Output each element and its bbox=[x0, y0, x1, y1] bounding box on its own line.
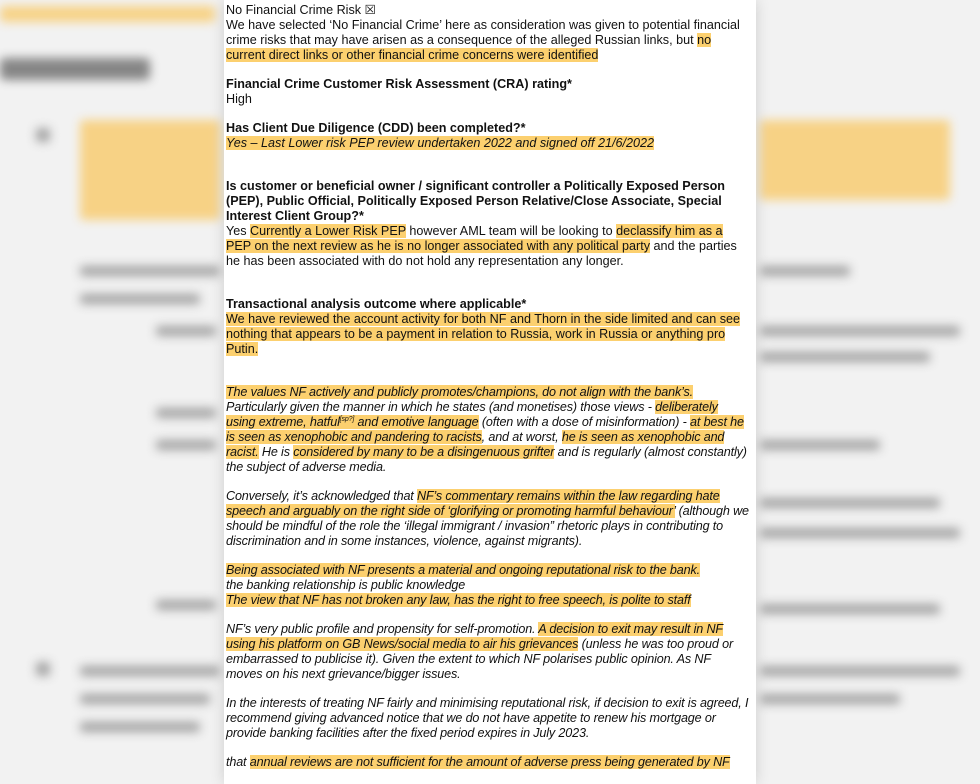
profile-text-1: NF’s very public profile and propensity for self-promotion. bbox=[226, 622, 539, 636]
values-sup: [sp?] bbox=[339, 415, 355, 423]
risk-title: No Financial Crime Risk bbox=[226, 3, 362, 17]
cdd-question: Has Client Due Diligence (CDD) been completed?* bbox=[226, 121, 526, 135]
cdd-answer-detail: – Last Lower risk PEP review undertaken 2022 and signed off 21/6/2022 bbox=[247, 136, 655, 150]
values-text-1: Particularly given the manner in which he states (and monetises) those views - bbox=[226, 400, 656, 414]
pep-text-2: and the parties he has been associated with do not hold any representation any longer. bbox=[226, 239, 737, 268]
risk-checkbox: ☒ bbox=[364, 3, 376, 17]
values-paragraph bbox=[226, 385, 750, 475]
pep-highlight-1: Currently a Lower Risk PEP bbox=[250, 224, 406, 238]
cra-question: Financial Crime Customer Risk Assessment (CRA) rating* bbox=[226, 77, 572, 91]
transactional-answer bbox=[226, 312, 750, 357]
annual-paragraph bbox=[226, 755, 750, 770]
profile-paragraph bbox=[226, 622, 750, 682]
profile-text-2: (unless he was too proud or embarrassed to publicise it). Given the extent to which NF polarises public opinion. As NF moves on his next grievance/bigger issues. bbox=[226, 637, 733, 681]
values-highlight-6: considered by many to be a disingenuous grifter bbox=[293, 445, 555, 459]
document-content bbox=[226, 3, 750, 770]
cdd-answer-yes: Yes bbox=[226, 136, 248, 150]
conversely-highlight: NF’s commentary remains within the law regarding hate speech and arguably on the right side of ‘glorifying or promoting harmful behaviour’ bbox=[226, 489, 720, 518]
annual-text: that bbox=[226, 755, 250, 769]
risk-body-text: We have selected ‘No Financial Crime’ here as consideration was given to potential financial crime risks that may have arisen as a consequence of the alleged Russian links, but bbox=[226, 18, 740, 47]
conversely-text-1: Conversely, it’s acknowledged that bbox=[226, 489, 417, 503]
cdd-answer bbox=[226, 136, 750, 151]
pep-answer-yes: Yes bbox=[226, 224, 251, 238]
pep-answer bbox=[226, 224, 750, 269]
associated-paragraph bbox=[226, 563, 750, 608]
values-text-2: (often with a dose of misinformation) - bbox=[478, 415, 691, 429]
pep-text-1: however AML team will be looking to bbox=[405, 224, 617, 238]
values-text-3: , and at worst, bbox=[481, 430, 562, 444]
pep-question: Is customer or beneficial owner / significant controller a Politically Exposed Person (PEP), Public Official, Politically Exposed Person Relative/Close Associate, Special Interest Client Group?* bbox=[226, 179, 725, 223]
values-highlight-1: The values NF actively and publicly promotes/champions, do not align with the bank’s. bbox=[226, 385, 694, 399]
associated-text-1: the banking relationship is public knowledge bbox=[226, 578, 466, 592]
values-highlight-4: at best he is seen as xenophobic and pandering to racists bbox=[226, 415, 744, 444]
values-highlight-2: deliberately using extreme, hatful bbox=[226, 400, 718, 429]
risk-body-highlight: no current direct links or other financial crime concerns were identified bbox=[226, 33, 712, 62]
transactional-highlight: We have reviewed the account activity for both NF and Thorn in the side limited and can see nothing that appears to be a payment in relation to Russia, work in Russia or anything pro Putin. bbox=[226, 312, 741, 356]
profile-highlight: A decision to exit may result in NF using his platform on GB News/social media to air his grievances bbox=[226, 622, 723, 651]
conversely-paragraph bbox=[226, 489, 750, 549]
conversely-text-2: (although we should be mindful of the role the ‘illegal immigrant / invasion” rhetoric plays in contributing to discrimination and in some instances, violence, against migrants). bbox=[226, 504, 749, 548]
values-highlight-3: and emotive language bbox=[354, 415, 479, 429]
associated-highlight-2: The view that NF has not broken any law, has the right to free speech, is polite to staff bbox=[226, 593, 691, 607]
transactional-question: Transactional analysis outcome where applicable* bbox=[226, 297, 527, 311]
pep-highlight-2: declassify him as a PEP on the next review as he is no longer associated with any political party bbox=[226, 224, 723, 253]
risk-heading bbox=[226, 3, 750, 18]
values-text-5: and is regularly (almost constantly) the subject of adverse media. bbox=[226, 445, 747, 474]
values-highlight-5: he is seen as xenophobic and racist. bbox=[226, 430, 725, 459]
annual-highlight: annual reviews are not sufficient for the amount of adverse press being generated by NF bbox=[249, 755, 730, 769]
associated-highlight-1: Being associated with NF presents a material and ongoing reputational risk to the bank. bbox=[226, 563, 700, 577]
document-page bbox=[224, 0, 756, 784]
interests-paragraph: In the interests of treating NF fairly and minimising reputational risk, if decision to exit is agreed, I recommend giving advanced notice that we do not have appetite to renew his mortgage or provide banking facilities after the fixed period expires in July 2023. bbox=[226, 696, 749, 740]
values-text-4: He is bbox=[258, 445, 294, 459]
cra-answer: High bbox=[226, 92, 252, 106]
risk-body bbox=[226, 18, 750, 63]
